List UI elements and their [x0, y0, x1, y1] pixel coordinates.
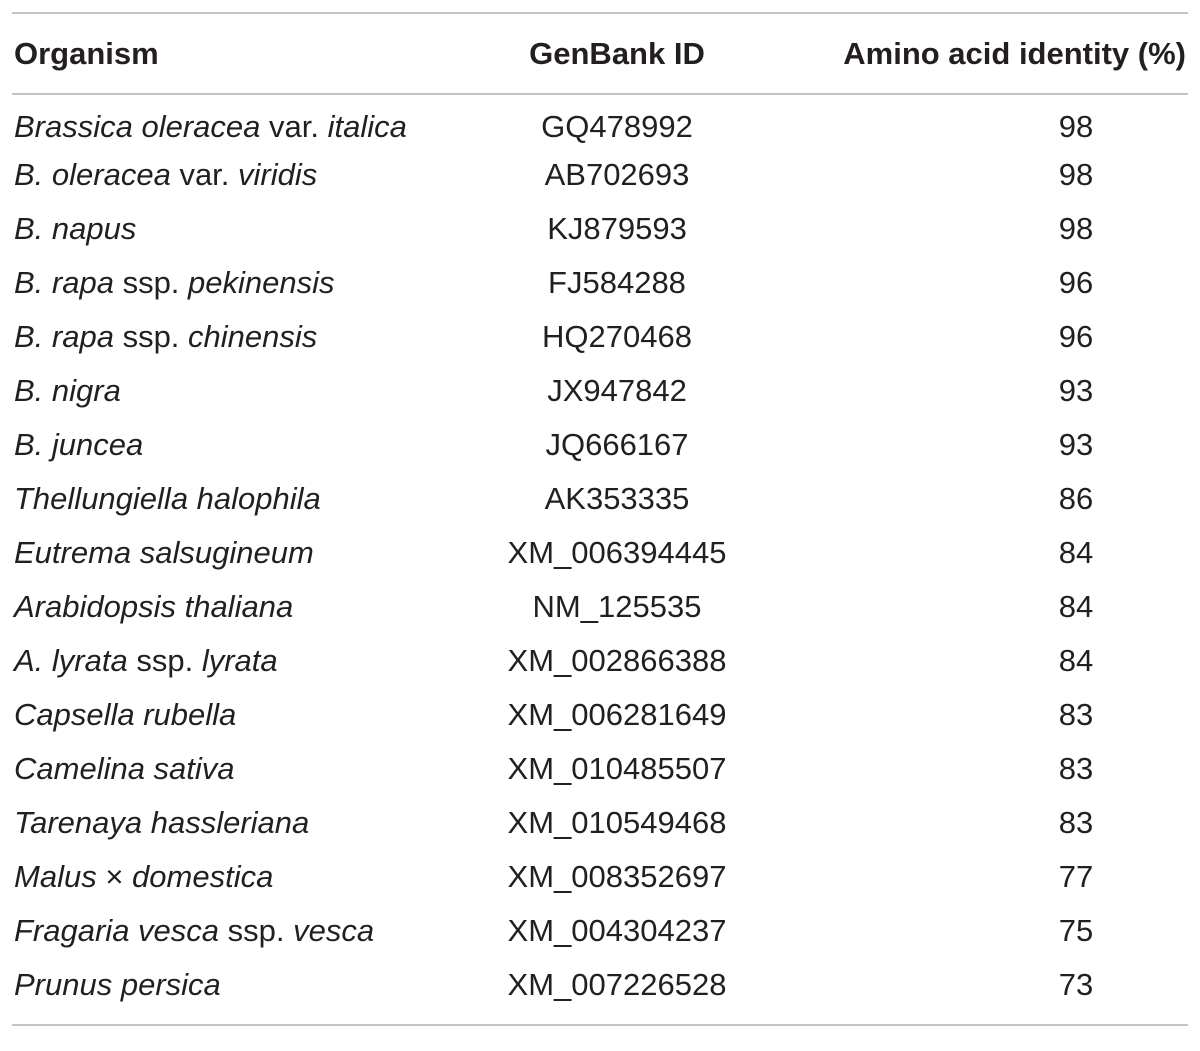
cell-organism [12, 148, 500, 202]
organism-name-segment: var. [260, 108, 328, 144]
table-header [12, 13, 1188, 94]
cell-amino-acid-identity: 98 [1058, 211, 1094, 246]
organism-name-segment: Arabidopsis thaliana [14, 589, 294, 624]
organism-name-segment: Camelina sativa [14, 751, 235, 786]
organism-name-segment: A. lyrata [14, 643, 128, 678]
organism-identity-table [12, 12, 1188, 1012]
cell-organism [12, 256, 500, 310]
table-row [12, 904, 1188, 958]
organism-name-segment: Fragaria vesca [14, 913, 220, 948]
table-row [12, 958, 1188, 1012]
cell-organism [12, 688, 500, 742]
organism-name-segment: B. nigra [14, 373, 121, 408]
cell-organism [12, 310, 500, 364]
organism-name-segment: var. [170, 157, 239, 192]
cell-amino-acid-identity: 83 [1058, 697, 1094, 732]
cell-amino-acid-identity: 93 [1058, 427, 1094, 462]
organism-name-segment: B. oleracea [14, 157, 171, 192]
organism-name-segment: Prunus persica [14, 967, 221, 1002]
cell-organism [12, 94, 500, 148]
organism-name-segment: Eutrema salsugineum [14, 535, 314, 570]
table-row [12, 688, 1188, 742]
cell-organism [12, 202, 500, 256]
cell-genbank-id: XM_010485507 [507, 751, 727, 786]
cell-amino-acid-identity: 96 [1058, 319, 1094, 354]
table-row [12, 526, 1188, 580]
table-row [12, 418, 1188, 472]
cell-amino-acid-identity: 83 [1058, 751, 1094, 786]
cell-amino-acid-identity: 77 [1058, 859, 1094, 894]
cell-genbank-id: AK353335 [544, 481, 690, 516]
cell-genbank-id: XM_010549468 [507, 805, 727, 840]
table-row [12, 580, 1188, 634]
organism-name-segment: Tarenaya hassleriana [14, 805, 310, 840]
table-row [12, 472, 1188, 526]
cell-organism [12, 580, 500, 634]
cell-genbank-id: FJ584288 [548, 265, 686, 300]
cell-genbank-id: KJ879593 [547, 211, 687, 246]
organism-name-segment: lyrata [201, 643, 278, 678]
cell-amino-acid-identity: 84 [1058, 643, 1094, 678]
cell-amino-acid-identity: 84 [1058, 589, 1094, 624]
table-row [12, 94, 1188, 148]
organism-name-segment: ssp. [113, 265, 189, 300]
cell-genbank-id: XM_006281649 [507, 697, 727, 732]
organism-name-segment: viridis [238, 157, 318, 192]
table-row [12, 256, 1188, 310]
organism-name-segment: Thellungiella halophila [14, 481, 321, 516]
cell-genbank-id: NM_125535 [532, 589, 702, 624]
cell-amino-acid-identity: 96 [1058, 265, 1094, 300]
table-row [12, 310, 1188, 364]
cell-organism [12, 958, 500, 1012]
cell-organism [12, 850, 500, 904]
cell-amino-acid-identity: 73 [1058, 967, 1094, 1002]
organism-name-segment: B. napus [14, 211, 137, 246]
cell-organism [12, 742, 500, 796]
cell-amino-acid-identity: 98 [1058, 108, 1094, 144]
data-table-container [12, 12, 1188, 1026]
table-body [12, 94, 1188, 1012]
header-row [12, 13, 1188, 94]
cell-organism [12, 796, 500, 850]
cell-genbank-id: XM_007226528 [507, 967, 727, 1002]
cell-amino-acid-identity: 83 [1058, 805, 1094, 840]
organism-name-segment: italica [327, 108, 407, 144]
table-row [12, 634, 1188, 688]
cell-genbank-id: HQ270468 [542, 319, 692, 354]
organism-name-segment: Brassica oleracea [14, 108, 261, 144]
cell-genbank-id: XM_004304237 [507, 913, 727, 948]
table-row [12, 202, 1188, 256]
cell-organism [12, 418, 500, 472]
cell-genbank-id: AB702693 [544, 157, 690, 192]
organism-name-segment: domestica [132, 859, 274, 894]
table-row [12, 796, 1188, 850]
cell-organism [12, 364, 500, 418]
cell-genbank-id: JQ666167 [545, 427, 689, 462]
cell-amino-acid-identity: 98 [1058, 157, 1094, 192]
cell-amino-acid-identity: 86 [1058, 481, 1094, 516]
table-row [12, 148, 1188, 202]
header-organism: Organism [14, 35, 159, 71]
cell-organism [12, 634, 500, 688]
table-row [12, 364, 1188, 418]
organism-name-segment: B. juncea [14, 427, 144, 462]
header-genbank-id: GenBank ID [529, 35, 705, 71]
cell-genbank-id: XM_008352697 [507, 859, 727, 894]
organism-name-segment: × [96, 859, 133, 894]
organism-name-segment: ssp. [219, 913, 294, 948]
cell-genbank-id: XM_002866388 [507, 643, 727, 678]
cell-genbank-id: GQ478992 [541, 108, 693, 144]
cell-organism [12, 526, 500, 580]
cell-amino-acid-identity: 84 [1058, 535, 1094, 570]
cell-genbank-id: JX947842 [547, 373, 687, 408]
organism-name-segment: ssp. [113, 319, 189, 354]
organism-name-segment: B. rapa [14, 319, 114, 354]
organism-name-segment: B. rapa [14, 265, 114, 300]
organism-name-segment: vesca [293, 913, 375, 948]
cell-amino-acid-identity: 75 [1058, 913, 1094, 948]
organism-name-segment: chinensis [188, 319, 318, 354]
cell-genbank-id: XM_006394445 [507, 535, 727, 570]
organism-name-segment: ssp. [127, 643, 202, 678]
header-amino-acid-identity: Amino acid identity (%) [843, 35, 1186, 71]
table-row [12, 742, 1188, 796]
cell-organism [12, 472, 500, 526]
cell-organism [12, 904, 500, 958]
organism-name-segment: pekinensis [188, 265, 335, 300]
organism-name-segment: Malus [14, 859, 97, 894]
cell-amino-acid-identity: 93 [1058, 373, 1094, 408]
table-bottom-rule [12, 1024, 1188, 1026]
table-row [12, 850, 1188, 904]
organism-name-segment: Capsella rubella [14, 697, 237, 732]
